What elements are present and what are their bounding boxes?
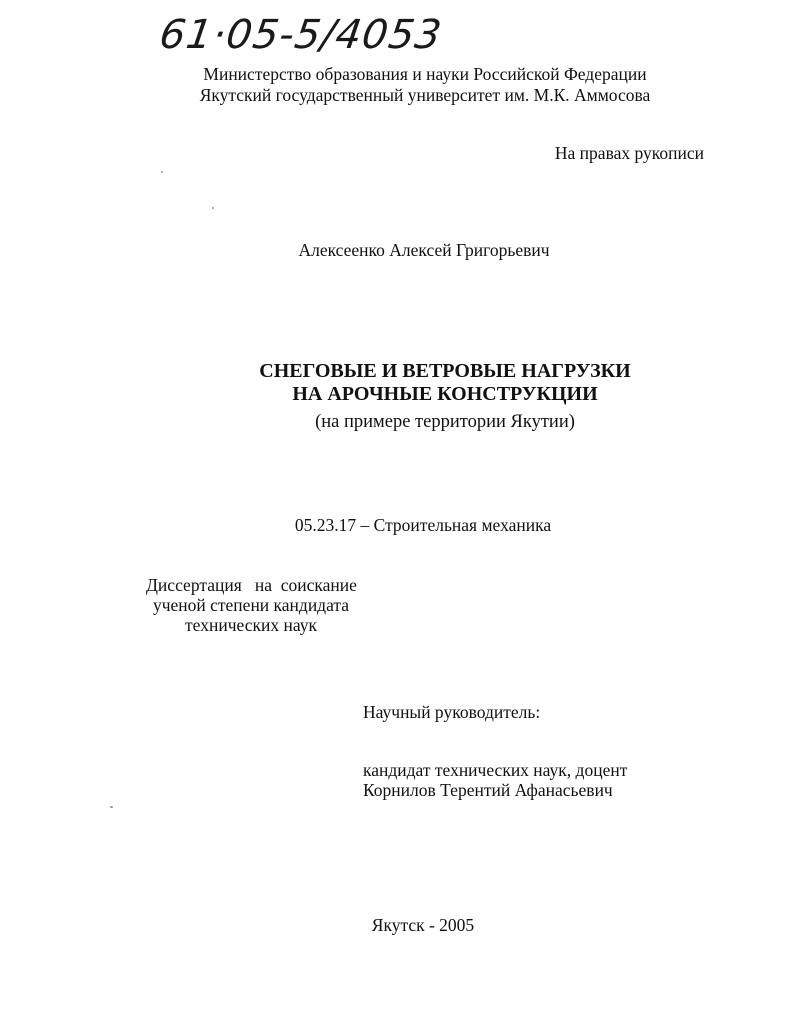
specialty-code: 05.23.17 – Строительная механика [294,515,552,535]
handwritten-archive-number: 61·05-5/4053 [156,12,445,58]
title-line-1: СНЕГОВЫЕ И ВЕТРОВЫЕ НАГРУЗКИ [259,360,631,382]
supervisor-degree: кандидат технических наук, доцент [363,760,628,780]
scan-speck [161,171,163,173]
supervisor-name: Корнилов Терентий Афанасьевич [363,780,613,800]
degree-line-3: технических наук [185,615,317,635]
supervisor-info [363,760,627,800]
author-name: Алексеенко Алексей Григорьевич [298,240,550,260]
institution-header [0,64,791,106]
supervisor-label: Научный руководитель: [363,702,541,722]
scan-speck [110,806,113,808]
title-line-2: НА АРОЧНЫЕ КОНСТРУКЦИИ [292,383,598,405]
dissertation-subtitle: (на примере территории Якутии) [315,412,575,432]
city-year: Якутск - 2005 [371,915,475,935]
degree-statement [146,575,356,635]
ministry-name: Министерство образования и науки Российской Федерации [203,64,647,84]
manuscript-rights-note: На правах рукописи [554,143,704,163]
university-name: Якутский государственный университет им. М.К. Аммосова [199,85,651,105]
scan-speck [212,207,214,209]
dissertation-title [0,360,791,406]
degree-line-1: Диссертация на соискание [146,575,357,595]
degree-line-2: ученой степени кандидата [152,595,350,615]
